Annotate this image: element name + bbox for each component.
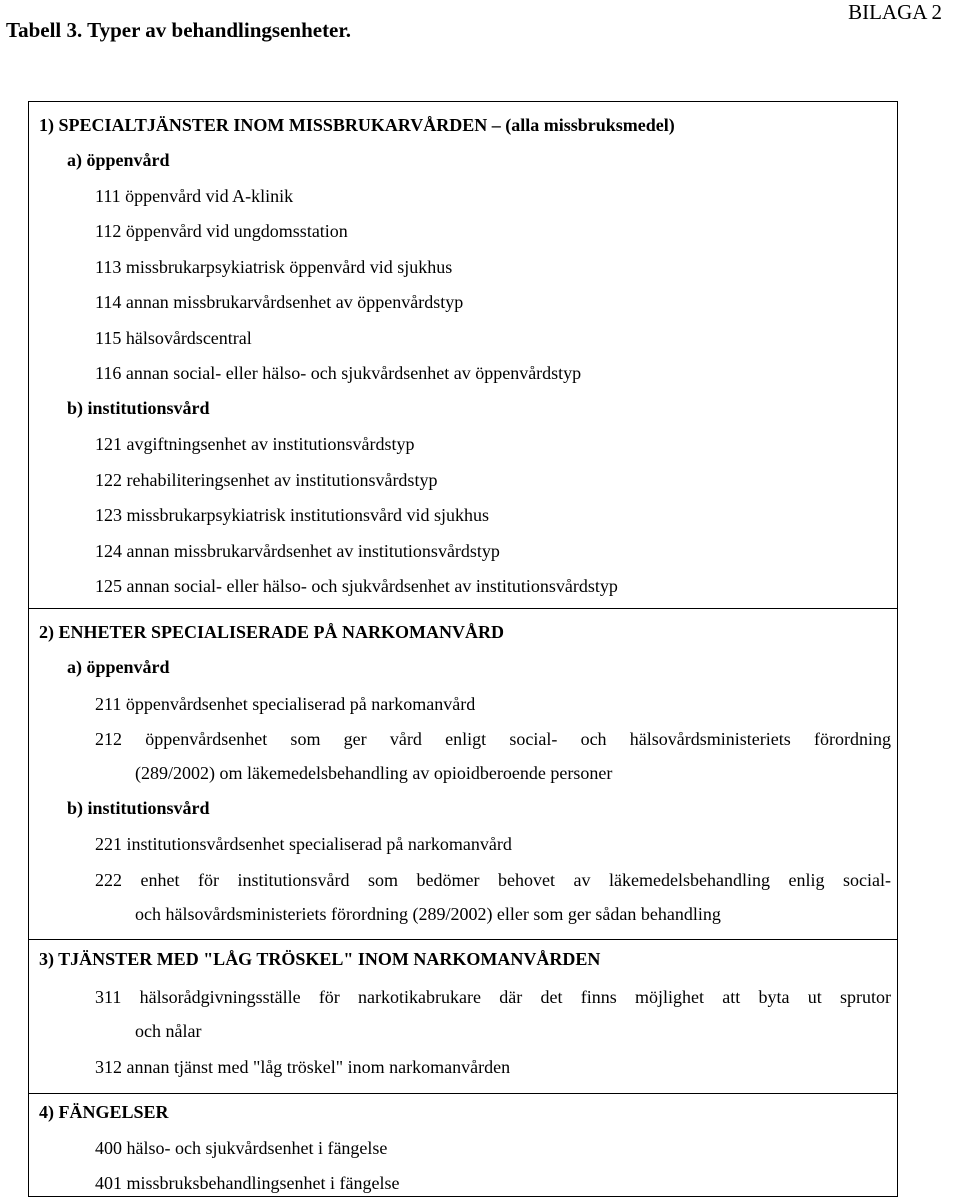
list-item: 221 institutionsvårdsenhet specialiserad på narkomanvård xyxy=(95,834,512,854)
section-3-heading: 3) TJÄNSTER MED "LÅG TRÖSKEL" INOM NARKOMANVÅRDEN xyxy=(39,949,601,969)
list-item: 121 avgiftningsenhet av institutionsvårdstyp xyxy=(95,434,415,454)
list-item-wrapped xyxy=(95,722,891,790)
section-1-a-label: a) öppenvård xyxy=(67,150,170,170)
list-item: 114 annan missbrukarvårdsenhet av öppenvårdstyp xyxy=(95,292,464,312)
list-item-line: (289/2002) om läkemedelsbehandling av opioidberoende personer xyxy=(135,763,613,783)
section-divider xyxy=(29,608,897,609)
list-item: 401 missbruksbehandlingsenhet i fängelse xyxy=(95,1173,400,1193)
list-item: 112 öppenvård vid ungdomsstation xyxy=(95,221,348,241)
section-2-b-label: b) institutionsvård xyxy=(67,798,210,818)
list-item: 211 öppenvårdsenhet specialiserad på narkomanvård xyxy=(95,694,476,714)
list-item: 116 annan social- eller hälso- och sjukvårdsenhet av öppenvårdstyp xyxy=(95,363,582,383)
section-4-heading: 4) FÄNGELSER xyxy=(39,1102,169,1122)
section-divider xyxy=(29,939,897,940)
list-item: 124 annan missbrukarvårdsenhet av institutionsvårdstyp xyxy=(95,541,500,561)
list-item-wrapped xyxy=(95,863,891,931)
list-item: 115 hälsovårdscentral xyxy=(95,328,252,348)
list-item: 125 annan social- eller hälso- och sjukvårdsenhet av institutionsvårdstyp xyxy=(95,576,618,596)
table-title: Tabell 3. Typer av behandlingsenheter. xyxy=(6,18,352,42)
section-1-heading: 1) SPECIALTJÄNSTER INOM MISSBRUKARVÅRDEN – (alla missbruksmedel) xyxy=(39,115,675,135)
appendix-label: BILAGA 2 xyxy=(848,0,942,24)
section-2-heading: 2) ENHETER SPECIALISERADE PÅ NARKOMANVÅRD xyxy=(39,622,505,642)
section-1-b-label: b) institutionsvård xyxy=(67,398,210,418)
list-item: 111 öppenvård vid A-klinik xyxy=(95,186,294,206)
list-item: 113 missbrukarpsykiatrisk öppenvård vid sjukhus xyxy=(95,257,453,277)
list-item-line: 222 enhet för institutionsvård som bedömer behovet av läkemedelsbehandling enlig social- xyxy=(95,870,891,890)
list-item-line: 311 hälsorådgivningsställe för narkotikabrukare där det finns möjlighet att byta ut sprutor xyxy=(95,987,891,1007)
section-divider xyxy=(29,1093,897,1094)
section-2-a-label: a) öppenvård xyxy=(67,657,170,677)
list-item: 122 rehabiliteringsenhet av institutionsvårdstyp xyxy=(95,470,438,490)
list-item: 123 missbrukarpsykiatrisk institutionsvård vid sjukhus xyxy=(95,505,489,525)
list-item-line: och nålar xyxy=(135,1021,202,1041)
list-item: 312 annan tjänst med "låg tröskel" inom narkomanvården xyxy=(95,1057,511,1077)
list-item: 400 hälso- och sjukvårdsenhet i fängelse xyxy=(95,1138,388,1158)
list-item-line: 212 öppenvårdsenhet som ger vård enligt social- och hälsovårdsministeriets förordning xyxy=(95,729,891,749)
list-item-wrapped xyxy=(95,980,891,1048)
list-item-line: och hälsovårdsministeriets förordning (289/2002) eller som ger sådan behandling xyxy=(135,904,721,924)
treatment-units-table xyxy=(28,101,898,1197)
